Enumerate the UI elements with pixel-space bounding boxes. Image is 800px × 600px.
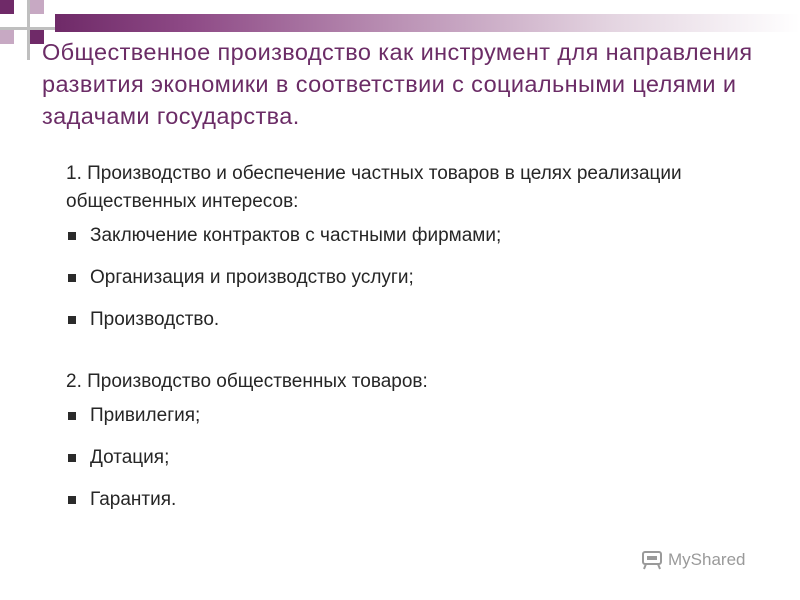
- myshared-logo-icon: [640, 548, 664, 572]
- list-item-text: Гарантия.: [90, 489, 177, 510]
- myshared-watermark[interactable]: [640, 548, 745, 572]
- square-bullet-icon: [68, 496, 76, 504]
- decor-line: [27, 0, 30, 60]
- section-heading: 2. Производство общественных товаров:: [66, 371, 428, 392]
- section-heading: 1. Производство и обеспечение частных товаров в целях реализации общественных интересов:: [66, 163, 682, 212]
- decor-line: [0, 27, 60, 30]
- slide-title: Общественное производство как инструмент для направления развития экономики в соответствии с социальными целями и задачами государства.: [42, 39, 753, 129]
- slide-content: [66, 160, 756, 528]
- list-item-text: Дотация;: [90, 447, 170, 468]
- list-item-text: Производство.: [90, 309, 220, 330]
- square-bullet-icon: [68, 232, 76, 240]
- list-item-text: Заключение контрактов с частными фирмами;: [90, 225, 502, 246]
- list-item: [66, 264, 756, 292]
- bullet-list: [66, 402, 756, 514]
- header-band: [55, 14, 800, 32]
- list-item: [66, 486, 756, 514]
- list-item-text: Организация и производство услуги;: [90, 267, 414, 288]
- section-spacer: [66, 348, 756, 368]
- list-item: [66, 444, 756, 472]
- square-bullet-icon: [68, 454, 76, 462]
- bullet-list: [66, 222, 756, 334]
- square-bullet-icon: [68, 316, 76, 324]
- list-item: [66, 306, 756, 334]
- decor-square: [30, 0, 44, 14]
- decor-square: [0, 0, 14, 14]
- square-bullet-icon: [68, 412, 76, 420]
- watermark-text: MyShared: [668, 550, 746, 569]
- decor-square: [0, 30, 14, 44]
- list-item: [66, 222, 756, 250]
- list-item: [66, 402, 756, 430]
- list-item-text: Привилегия;: [90, 405, 201, 426]
- square-bullet-icon: [68, 274, 76, 282]
